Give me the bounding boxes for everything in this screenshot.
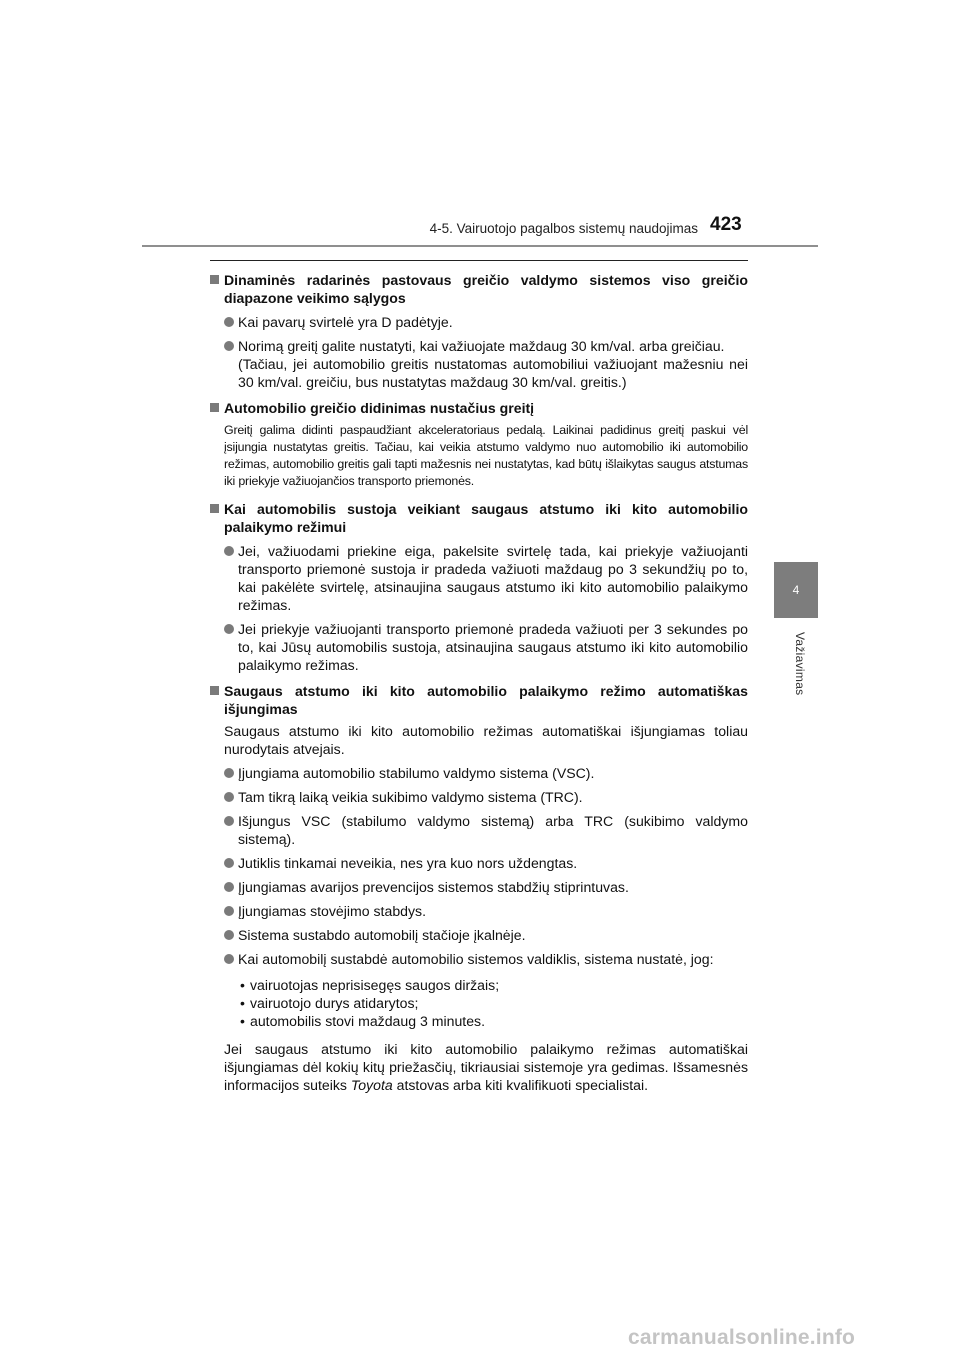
section-heading: Kai automobilis sustoja veikiant saugaus atstumo iki kito automobilio palaikymo režimui bbox=[210, 500, 748, 536]
section-heading: Automobilio greičio didinimas nustačius greitį bbox=[210, 399, 748, 417]
closing-paragraph: Jei saugaus atstumo iki kito automobilio palaikymo režimas automatiškai išjungiamas dėl kokių kitų priežasčių, tikriausiai sistemoje yra gedimas. Išsamesnės informacijos suteiks Toyota atstovas arba kiti kvalifikuoti specialistai. bbox=[224, 1041, 748, 1093]
bullet-dot-icon bbox=[224, 546, 234, 556]
page-number: 423 bbox=[710, 214, 742, 235]
bullet-item: Norimą greitį galite nustatyti, kai važiuojate maždaug 30 km/val. arba greičiau. (Tačiau, jei automobilio greitis nustatomas automobiliui važiuojant mažesniu nei 30 km/val. greičiu, bus nustatytas maždaug 30 km/val. greitis.) bbox=[210, 337, 748, 391]
watermark: carmanualsonline.info bbox=[628, 1326, 856, 1349]
bullet-dot-icon bbox=[224, 317, 234, 327]
bullet-dot-icon bbox=[224, 792, 234, 802]
bullet-item: Jei priekyje važiuojanti transporto priemonė pradeda važiuoti per 3 sekundes po to, kai Jūsų automobilis sustoja, atsinaujina saugaus atstumo iki kito automobilio palaikymo režimas. bbox=[210, 620, 748, 674]
sub-list bbox=[210, 976, 748, 1030]
square-marker-icon bbox=[210, 403, 219, 412]
bullet-dot-icon bbox=[224, 341, 234, 351]
sub-list-item: • automobilis stovi maždaug 3 minutes. bbox=[240, 1013, 486, 1029]
bullet-dot-icon bbox=[224, 930, 234, 940]
bullet-item: Jei, važiuodami priekine eiga, pakelsite svirtelę tada, kai priekyje važiuojanti transporto priemonė sustoja ir pradeda važiuoti maždaug po 3 sekundžių po to, kai pakėlėte svirtelę, atsinaujina saugaus atstumo iki kito automobilio palaikymo režimas. bbox=[210, 542, 748, 614]
sub-list-item: • vairuotojo durys atidarytos; bbox=[240, 995, 419, 1011]
bullet-item: Įjungiamas avarijos prevencijos sistemos stabdžių stiprintuvas. bbox=[210, 878, 748, 896]
bullet-dot-icon bbox=[224, 954, 234, 964]
content-top-rule bbox=[210, 260, 748, 261]
chapter-tab bbox=[774, 562, 818, 618]
small-bullet-icon: • bbox=[240, 1013, 245, 1029]
square-marker-icon bbox=[210, 504, 219, 513]
small-bullet-icon: • bbox=[240, 995, 245, 1011]
bullet-dot-icon bbox=[224, 858, 234, 868]
bullet-item: Tam tikrą laiką veikia sukibimo valdymo sistema (TRC). bbox=[210, 788, 748, 806]
bullet-item: Jutiklis tinkamai neveikia, nes yra kuo nors uždengtas. bbox=[210, 854, 748, 872]
bullet-item: Sistema sustabdo automobilį stačioje įkalnėje. bbox=[210, 926, 748, 944]
bullet-dot-icon bbox=[224, 816, 234, 826]
bullet-dot-icon bbox=[224, 768, 234, 778]
section-heading: Dinaminės radarinės pastovaus greičio valdymo sistemos viso greičio diapazone veikimo sąlygos bbox=[210, 271, 748, 307]
square-marker-icon bbox=[210, 275, 219, 284]
square-marker-icon bbox=[210, 686, 219, 695]
header-rule bbox=[142, 245, 818, 247]
bullet-item: Įjungiama automobilio stabilumo valdymo sistema (VSC). bbox=[210, 764, 748, 782]
section-intro: Saugaus atstumo iki kito automobilio režimas automatiškai išjungiamas toliau nurodytais atvejais. bbox=[224, 723, 748, 757]
brand-name: Toyota bbox=[350, 1077, 393, 1093]
section-paragraph: Greitį galima didinti paspaudžiant akceleratoriaus pedalą. Laikinai padidinus greitį paskui vėl įsijungia nustatytas greitis. Tačiau, kai veikia atstumo valdymo nuo automobilio iki automobilio režimas, automobilio greitis gali tapti mažesnis nei nustatytas, kad būtų išlaikytas saugus atstumas iki priekyje važiuojančios transporto priemonės. bbox=[224, 423, 748, 488]
chapter-number: 4 bbox=[792, 583, 800, 597]
page-header-text: 4-5. Vairuotojo pagalbos sistemų naudojimas bbox=[429, 221, 698, 236]
bullet-item: Įjungiamas stovėjimo stabdys. bbox=[210, 902, 748, 920]
main-content bbox=[210, 265, 748, 1094]
bullet-item: Kai automobilį sustabdė automobilio sistemos valdiklis, sistema nustatė, jog: bbox=[210, 950, 748, 968]
bullet-dot-icon bbox=[224, 882, 234, 892]
section-heading: Saugaus atstumo iki kito automobilio palaikymo režimo automatiškas išjungimas bbox=[210, 682, 748, 718]
bullet-dot-icon bbox=[224, 624, 234, 634]
bullet-dot-icon bbox=[224, 906, 234, 916]
bullet-item: Kai pavarų svirtelė yra D padėtyje. bbox=[210, 313, 748, 331]
sub-list-item: • vairuotojas neprisisegęs saugos diržais; bbox=[240, 977, 500, 993]
chapter-title: Važiavimas bbox=[793, 632, 807, 696]
small-bullet-icon: • bbox=[240, 977, 245, 993]
bullet-item: Išjungus VSC (stabilumo valdymo sistemą) arba TRC (sukibimo valdymo sistemą). bbox=[210, 812, 748, 848]
